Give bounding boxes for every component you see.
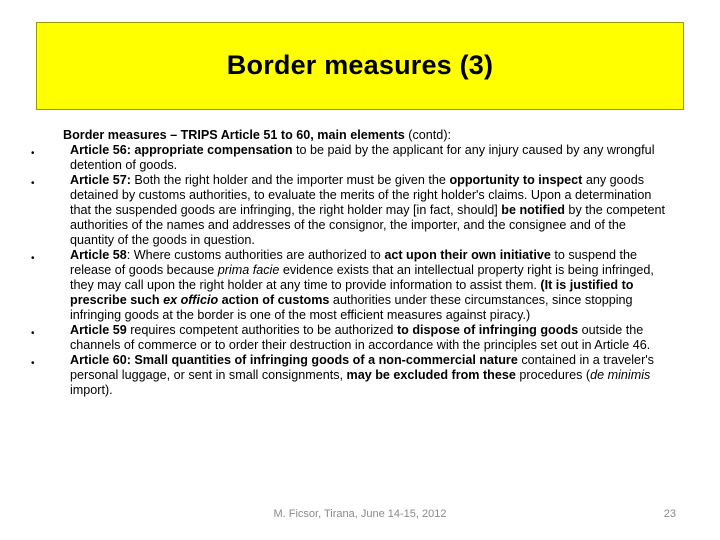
article-59-text-1: requires competent authorities to be authorized <box>126 323 397 337</box>
bullet-icon: • <box>31 178 35 189</box>
article-56-label: Article 56: appropriate compensation <box>70 143 293 157</box>
article-58-text-3: evidence exists that an intellectual property right is being infringed, they may call upon the right holder at any time to provide information to assist them. <box>70 263 654 292</box>
article-59-label: Article 59 <box>70 323 127 337</box>
slide-body <box>28 128 668 398</box>
article-57-text-1: Both the right holder and the importer must be given the <box>130 173 450 187</box>
article-60-italic: de minimis <box>590 368 651 382</box>
bullet-icon: • <box>31 358 35 369</box>
article-57-text-2: any goods detained by customs authorities, to evaluate the merits of the right holder's claims. Upon a determination that the suspended goods are infringing, the right holder may [in fact, should] <box>70 173 652 217</box>
article-58-italic: prima facie <box>217 263 280 277</box>
page-number: 23 <box>663 508 676 520</box>
article-60-bold-1: may be excluded from these <box>346 368 516 382</box>
intro-line <box>63 128 668 143</box>
article-57-label: Article 57: <box>70 173 131 187</box>
article-58-text-2: to suspend the release of goods because <box>70 248 637 277</box>
article-60-text-3: import). <box>70 383 113 397</box>
article-58-text-4: authorities under these circumstances, since stopping infringing goods at the border is one of the most efficient measures against piracy.) <box>70 293 633 322</box>
bullet-icon: • <box>31 253 35 264</box>
article-60-label: Article 60: Small quantities of infringing goods of a non-commercial nature <box>70 353 518 367</box>
article-56-text: to be paid by the applicant for any injury caused by any wrongful detention of goods. <box>70 143 655 172</box>
intro-bold: Border measures – TRIPS Article 51 to 60, main elements <box>63 128 405 142</box>
bullet-list <box>28 143 668 398</box>
bullet-icon: • <box>31 148 35 159</box>
article-57-bold-2: be notified <box>501 203 565 217</box>
list-item-article-60 <box>28 353 668 398</box>
title-box <box>36 22 684 110</box>
article-58-bold-2: (It is justified to prescribe such <box>70 278 634 307</box>
article-59-text-2: outside the channels of commerce or to order their destruction in accordance with the principles set out in Article 46. <box>70 323 651 352</box>
bullet-icon: • <box>31 328 35 339</box>
list-item-article-57 <box>28 173 668 248</box>
slide-title: Border measures (3) <box>226 49 494 80</box>
article-58-label: Article 58 <box>70 248 127 262</box>
intro-rest: (contd): <box>404 128 452 142</box>
list-item-article-59 <box>28 323 668 353</box>
article-60-text-2: procedures ( <box>515 368 591 382</box>
article-59-bold-1: to dispose of infringing goods <box>396 323 579 337</box>
article-58-bold-1: act upon their own initiative <box>384 248 551 262</box>
article-58-bold-3: action of customs <box>218 293 330 307</box>
article-58-bold-italic: ex officio <box>163 293 219 307</box>
article-60-text-1: contained in a traveler's personal luggage, or sent in small consignments, <box>70 353 654 382</box>
article-57-text-3: by the competent authorities of the names and addresses of the consignor, the importer, and the consignee and of the quantity of the goods in question. <box>70 203 666 247</box>
list-item-article-56 <box>28 143 668 173</box>
article-57-bold-1: opportunity to inspect <box>449 173 583 187</box>
article-58-text-1: : Where customs authorities are authorized to <box>126 248 385 262</box>
footer-text: M. Ficsor, Tirana, June 14-15, 2012 <box>273 508 447 520</box>
list-item-article-58 <box>28 248 668 323</box>
